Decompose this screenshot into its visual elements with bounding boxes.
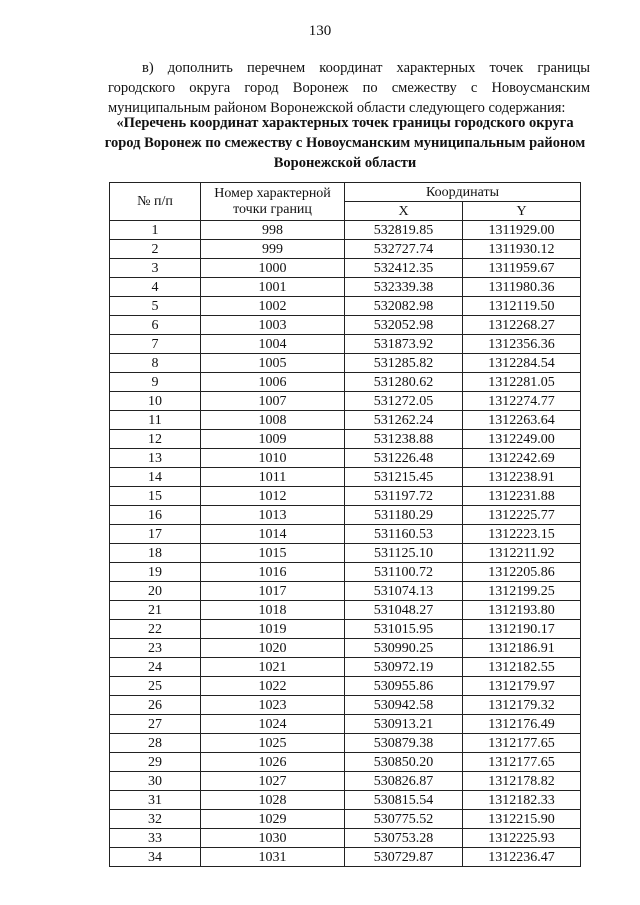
table-row: [110, 582, 581, 601]
cell-point-number: 1022: [201, 677, 345, 696]
cell-x: 531873.92: [345, 335, 463, 354]
cell-point-number: 1014: [201, 525, 345, 544]
cell-index: 2: [110, 240, 201, 259]
cell-index: 33: [110, 829, 201, 848]
cell-y: 1312182.55: [463, 658, 581, 677]
cell-index: 16: [110, 506, 201, 525]
cell-index: 27: [110, 715, 201, 734]
table-row: [110, 677, 581, 696]
cell-x: 531226.48: [345, 449, 463, 468]
cell-point-number: 1018: [201, 601, 345, 620]
header-index: № п/п: [110, 183, 201, 221]
cell-x: 530826.87: [345, 772, 463, 791]
cell-y: 1312236.47: [463, 848, 581, 867]
cell-x: 531280.62: [345, 373, 463, 392]
cell-index: 8: [110, 354, 201, 373]
cell-x: 530850.20: [345, 753, 463, 772]
cell-point-number: 1029: [201, 810, 345, 829]
cell-point-number: 1010: [201, 449, 345, 468]
cell-index: 32: [110, 810, 201, 829]
table-row: [110, 658, 581, 677]
cell-x: 530913.21: [345, 715, 463, 734]
cell-point-number: 1023: [201, 696, 345, 715]
cell-x: 530942.58: [345, 696, 463, 715]
cell-point-number: 1008: [201, 411, 345, 430]
page-number: 130: [308, 23, 332, 39]
cell-y: 1312225.77: [463, 506, 581, 525]
cell-y: 1312190.17: [463, 620, 581, 639]
cell-x: 532819.85: [345, 221, 463, 240]
table-row: [110, 696, 581, 715]
cell-index: 30: [110, 772, 201, 791]
cell-y: 1312186.91: [463, 639, 581, 658]
cell-index: 6: [110, 316, 201, 335]
cell-index: 9: [110, 373, 201, 392]
table-row: [110, 810, 581, 829]
cell-x: 530815.54: [345, 791, 463, 810]
table-row: [110, 601, 581, 620]
cell-point-number: 1019: [201, 620, 345, 639]
table-row: [110, 544, 581, 563]
cell-point-number: 1000: [201, 259, 345, 278]
cell-point-number: 1027: [201, 772, 345, 791]
table-row: [110, 639, 581, 658]
cell-y: 1312231.88: [463, 487, 581, 506]
cell-point-number: 1007: [201, 392, 345, 411]
cell-y: 1311980.36: [463, 278, 581, 297]
cell-point-number: 1003: [201, 316, 345, 335]
table-body: [110, 221, 581, 867]
cell-x: 531272.05: [345, 392, 463, 411]
table-row: [110, 620, 581, 639]
cell-index: 25: [110, 677, 201, 696]
cell-index: 19: [110, 563, 201, 582]
cell-x: 531180.29: [345, 506, 463, 525]
cell-point-number: 1002: [201, 297, 345, 316]
cell-y: 1312356.36: [463, 335, 581, 354]
cell-x: 532727.74: [345, 240, 463, 259]
cell-point-number: 1020: [201, 639, 345, 658]
header-y: Y: [463, 202, 581, 221]
cell-point-number: 1028: [201, 791, 345, 810]
cell-x: 531160.53: [345, 525, 463, 544]
cell-y: 1312238.91: [463, 468, 581, 487]
cell-x: 532082.98: [345, 297, 463, 316]
cell-point-number: 1016: [201, 563, 345, 582]
table-header: [110, 183, 581, 221]
cell-x: 531100.72: [345, 563, 463, 582]
cell-x: 530775.52: [345, 810, 463, 829]
cell-y: 1312249.00: [463, 430, 581, 449]
table-row: [110, 240, 581, 259]
table-row: [110, 487, 581, 506]
cell-x: 530879.38: [345, 734, 463, 753]
table-row: [110, 734, 581, 753]
table-row: [110, 525, 581, 544]
cell-y: 1312179.32: [463, 696, 581, 715]
cell-point-number: 1006: [201, 373, 345, 392]
cell-index: 15: [110, 487, 201, 506]
cell-index: 34: [110, 848, 201, 867]
table-row: [110, 772, 581, 791]
table-row: [110, 354, 581, 373]
cell-point-number: 1015: [201, 544, 345, 563]
table-row: [110, 316, 581, 335]
cell-x: 531238.88: [345, 430, 463, 449]
cell-index: 10: [110, 392, 201, 411]
cell-y: 1311930.12: [463, 240, 581, 259]
cell-point-number: 1012: [201, 487, 345, 506]
cell-point-number: 1017: [201, 582, 345, 601]
cell-point-number: 1013: [201, 506, 345, 525]
cell-x: 531074.13: [345, 582, 463, 601]
cell-x: 532339.38: [345, 278, 463, 297]
cell-x: 531285.82: [345, 354, 463, 373]
table-row: [110, 259, 581, 278]
cell-x: 532412.35: [345, 259, 463, 278]
cell-x: 531125.10: [345, 544, 463, 563]
table-row: [110, 373, 581, 392]
coordinates-table: [109, 182, 581, 867]
header-row: [110, 183, 581, 202]
table-row: [110, 468, 581, 487]
cell-point-number: 1021: [201, 658, 345, 677]
cell-index: 5: [110, 297, 201, 316]
cell-y: 1312268.27: [463, 316, 581, 335]
cell-point-number: 1009: [201, 430, 345, 449]
table-row: [110, 449, 581, 468]
cell-index: 7: [110, 335, 201, 354]
cell-y: 1312178.82: [463, 772, 581, 791]
cell-index: 29: [110, 753, 201, 772]
intro-paragraph: в) дополнить перечнем координат характерных точек границы городского округа город Воронеж по смежеству с Новоусманским муниципальным районом Воронежской области следующего содержания:: [108, 60, 590, 116]
cell-y: 1312263.64: [463, 411, 581, 430]
table-row: [110, 848, 581, 867]
cell-y: 1312179.97: [463, 677, 581, 696]
cell-x: 531197.72: [345, 487, 463, 506]
table-row: [110, 506, 581, 525]
cell-point-number: 1030: [201, 829, 345, 848]
cell-index: 18: [110, 544, 201, 563]
cell-point-number: 998: [201, 221, 345, 240]
cell-point-number: 1025: [201, 734, 345, 753]
cell-index: 3: [110, 259, 201, 278]
cell-index: 13: [110, 449, 201, 468]
cell-y: 1312182.33: [463, 791, 581, 810]
header-point-number: Номер характерной точки границ: [201, 183, 345, 221]
cell-point-number: 1026: [201, 753, 345, 772]
cell-y: 1312284.54: [463, 354, 581, 373]
cell-y: 1312176.49: [463, 715, 581, 734]
cell-index: 28: [110, 734, 201, 753]
cell-point-number: 999: [201, 240, 345, 259]
header-x: X: [345, 202, 463, 221]
cell-y: 1312193.80: [463, 601, 581, 620]
table-row: [110, 753, 581, 772]
cell-point-number: 1004: [201, 335, 345, 354]
cell-x: 530990.25: [345, 639, 463, 658]
cell-y: 1312215.90: [463, 810, 581, 829]
cell-index: 11: [110, 411, 201, 430]
table-row: [110, 392, 581, 411]
cell-index: 31: [110, 791, 201, 810]
cell-index: 26: [110, 696, 201, 715]
cell-x: 531048.27: [345, 601, 463, 620]
cell-index: 1: [110, 221, 201, 240]
table-row: [110, 335, 581, 354]
cell-y: 1312199.25: [463, 582, 581, 601]
cell-point-number: 1005: [201, 354, 345, 373]
table-row: [110, 563, 581, 582]
cell-x: 530753.28: [345, 829, 463, 848]
cell-y: 1312177.65: [463, 753, 581, 772]
cell-index: 14: [110, 468, 201, 487]
table-row: [110, 278, 581, 297]
cell-y: 1311929.00: [463, 221, 581, 240]
cell-y: 1312205.86: [463, 563, 581, 582]
cell-x: 531015.95: [345, 620, 463, 639]
table-row: [110, 297, 581, 316]
table-row: [110, 829, 581, 848]
cell-y: 1312242.69: [463, 449, 581, 468]
cell-y: 1312177.65: [463, 734, 581, 753]
cell-index: 12: [110, 430, 201, 449]
cell-point-number: 1001: [201, 278, 345, 297]
cell-point-number: 1024: [201, 715, 345, 734]
document-title: «Перечень координат характерных точек границы городского округа город Воронеж по смежеству с Новоусманским муниципальным районом Воронежской области: [104, 115, 586, 171]
table-row: [110, 715, 581, 734]
cell-x: 530729.87: [345, 848, 463, 867]
cell-index: 24: [110, 658, 201, 677]
cell-index: 22: [110, 620, 201, 639]
table-row: [110, 430, 581, 449]
cell-y: 1312281.05: [463, 373, 581, 392]
cell-y: 1312211.92: [463, 544, 581, 563]
cell-x: 531262.24: [345, 411, 463, 430]
cell-x: 531215.45: [345, 468, 463, 487]
cell-y: 1311959.67: [463, 259, 581, 278]
cell-index: 23: [110, 639, 201, 658]
cell-y: 1312225.93: [463, 829, 581, 848]
table-row: [110, 411, 581, 430]
cell-y: 1312223.15: [463, 525, 581, 544]
table-row: [110, 221, 581, 240]
cell-x: 532052.98: [345, 316, 463, 335]
cell-index: 4: [110, 278, 201, 297]
cell-index: 17: [110, 525, 201, 544]
cell-point-number: 1031: [201, 848, 345, 867]
table-row: [110, 791, 581, 810]
cell-y: 1312274.77: [463, 392, 581, 411]
cell-index: 21: [110, 601, 201, 620]
cell-point-number: 1011: [201, 468, 345, 487]
header-coordinates: Координаты: [345, 183, 581, 202]
cell-x: 530955.86: [345, 677, 463, 696]
cell-x: 530972.19: [345, 658, 463, 677]
cell-index: 20: [110, 582, 201, 601]
cell-y: 1312119.50: [463, 297, 581, 316]
